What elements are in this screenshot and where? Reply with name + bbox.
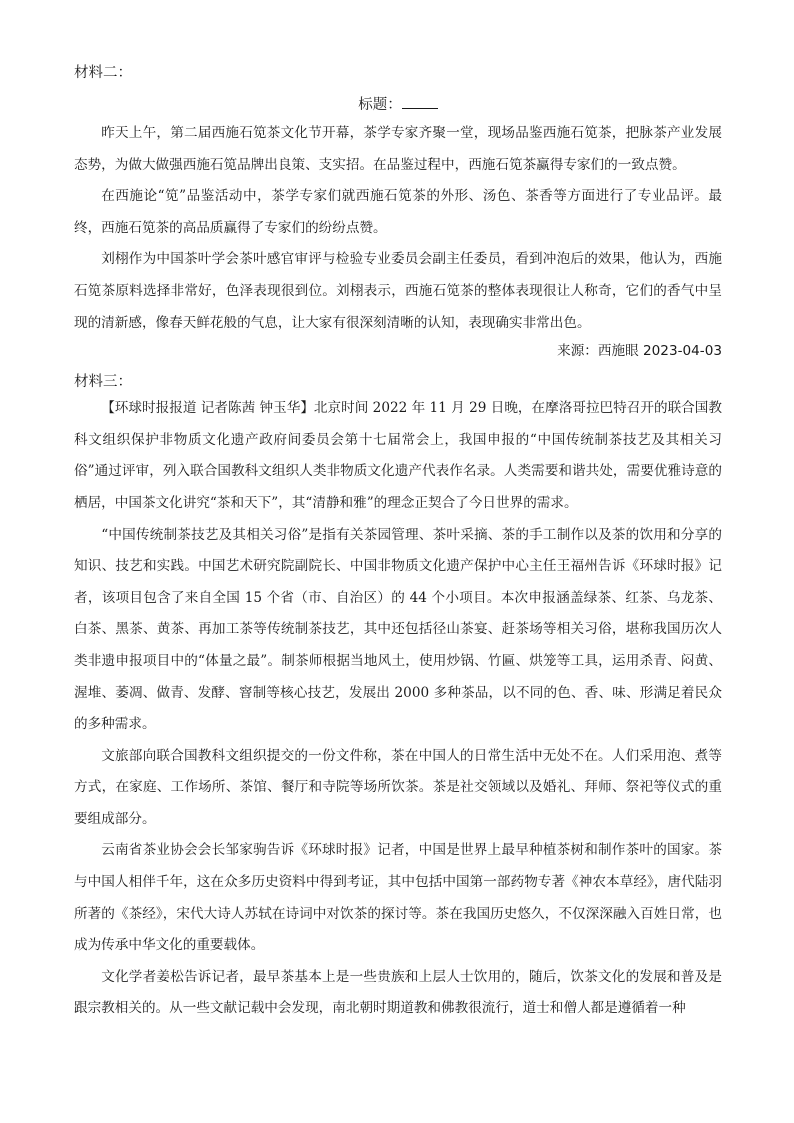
material-3-paragraph-1: 【环球时报报道 记者陈茜 钟玉华】北京时间 2022 年 11 月 29 日晚，在摩洛哥拉巴特召开的联合国教科文组织保护非物质文化遗产政府间委员会第十七届常会上，我国申报的“中国传统制茶技艺及其相关习俗”通过评审，列入联合国教科文组织人类非物质文化遗产代表作名录。人类需要和谐共处，需要优雅诗意的栖居，中国茶文化讲究“茶和天下”，其“清静和雅”的理念正契合了今日世界的需求。 bbox=[74, 400, 722, 511]
title-line bbox=[74, 94, 722, 116]
material-2-paragraph-3: 刘栩作为中国茶叶学会茶叶感官审评与检验专业委员会副主任委员，看到冲泡后的效果，他认为，西施石笕茶原料选择非常好，色泽表现很到位。刘栩表示，西施石笕茶的整体表现很让人称奇，它们的香气中呈现的清新感，像春天鲜花般的气息，让大家有很深刻清晰的认知，表现确实非常出色。 bbox=[74, 251, 722, 331]
material-2-paragraph-2: 在西施论“笕”品鉴活动中，茶学专家们就西施石笕茶的外形、汤色、茶香等方面进行了专业品评。最终，西施石笕茶的高品质赢得了专家们的纷纷点赞。 bbox=[74, 188, 722, 236]
material-3-paragraph-2: “中国传统制茶技艺及其相关习俗”是指有关茶园管理、茶叶采摘、茶的手工制作以及茶的饮用和分享的知识、技艺和实践。中国艺术研究院副院长、中国非物质文化遗产保护中心主任王福州告诉《环球时报》记者，该项目包含了来自全国 15 个省（市、自治区）的 44 个小项目。本次申报涵盖绿茶、红茶、乌龙茶、白茶、黑茶、黄茶、再加工茶等传统制茶技艺，其中还包括径山茶宴、赶茶场等相关习俗，堪称我国历次人类非遗申报项目中的“体量之最”。制茶师根据当地风土，使用炒锅、竹匾、烘笼等工具，运用杀青、闷黄、渥堆、萎凋、做青、发酵、窨制等核心技艺，发展出 2000 多种茶品，以不同的色、香、味、形满足着民众的多种需求。 bbox=[74, 526, 722, 733]
document-page bbox=[74, 62, 722, 1025]
material-3-heading: 材料三： bbox=[74, 374, 132, 391]
material-3-paragraph-4: 云南省茶业协会会长邹家驹告诉《环球时报》记者，中国是世界上最早种植茶树和制作茶叶的国家。茶与中国人相伴千年，这在众多历史资料中得到考证，其中包括中国第一部药物专著《神农本草经》，唐代陆羽所著的《茶经》，宋代大诗人苏轼在诗词中对饮茶的探讨等。茶在我国历史悠久，不仅深深融入百姓日常，也成为传承中华文化的重要载体。 bbox=[74, 842, 722, 954]
material-3-paragraph-5: 文化学者姜松告诉记者，最早茶基本上是一些贵族和上层人士饮用的，随后，饮茶文化的发展和普及是跟宗教相关的。从一些文献记载中会发现，南北朝时期道教和佛教很流行，道士和僧人都是遵循着一种 bbox=[74, 968, 722, 1017]
material-2-heading: 材料二： bbox=[74, 65, 132, 81]
source-line: 来源：西施眼 2023-04-03 bbox=[557, 343, 722, 360]
material-3-paragraph-3: 文旅部向联合国教科文组织提交的一份文件称，茶在中国人的日常生活中无处不在。人们采用泡、煮等方式，在家庭、工作场所、茶馆、餐厅和寺院等场所饮茶。茶是社交领域以及婚礼、拜师、祭祀等仪式的重要组成部分。 bbox=[74, 747, 722, 827]
title-label: 标题： bbox=[358, 97, 402, 113]
title-blank bbox=[402, 94, 438, 109]
material-2-paragraph-1: 昨天上午，第二届西施石笕茶文化节开幕，茶学专家齐聚一堂，现场品鉴西施石笕茶，把脉茶产业发展态势，为做大做强西施石笕品牌出良策、支实招。在品鉴过程中，西施石笕茶赢得专家们的一致点赞。 bbox=[74, 125, 722, 173]
